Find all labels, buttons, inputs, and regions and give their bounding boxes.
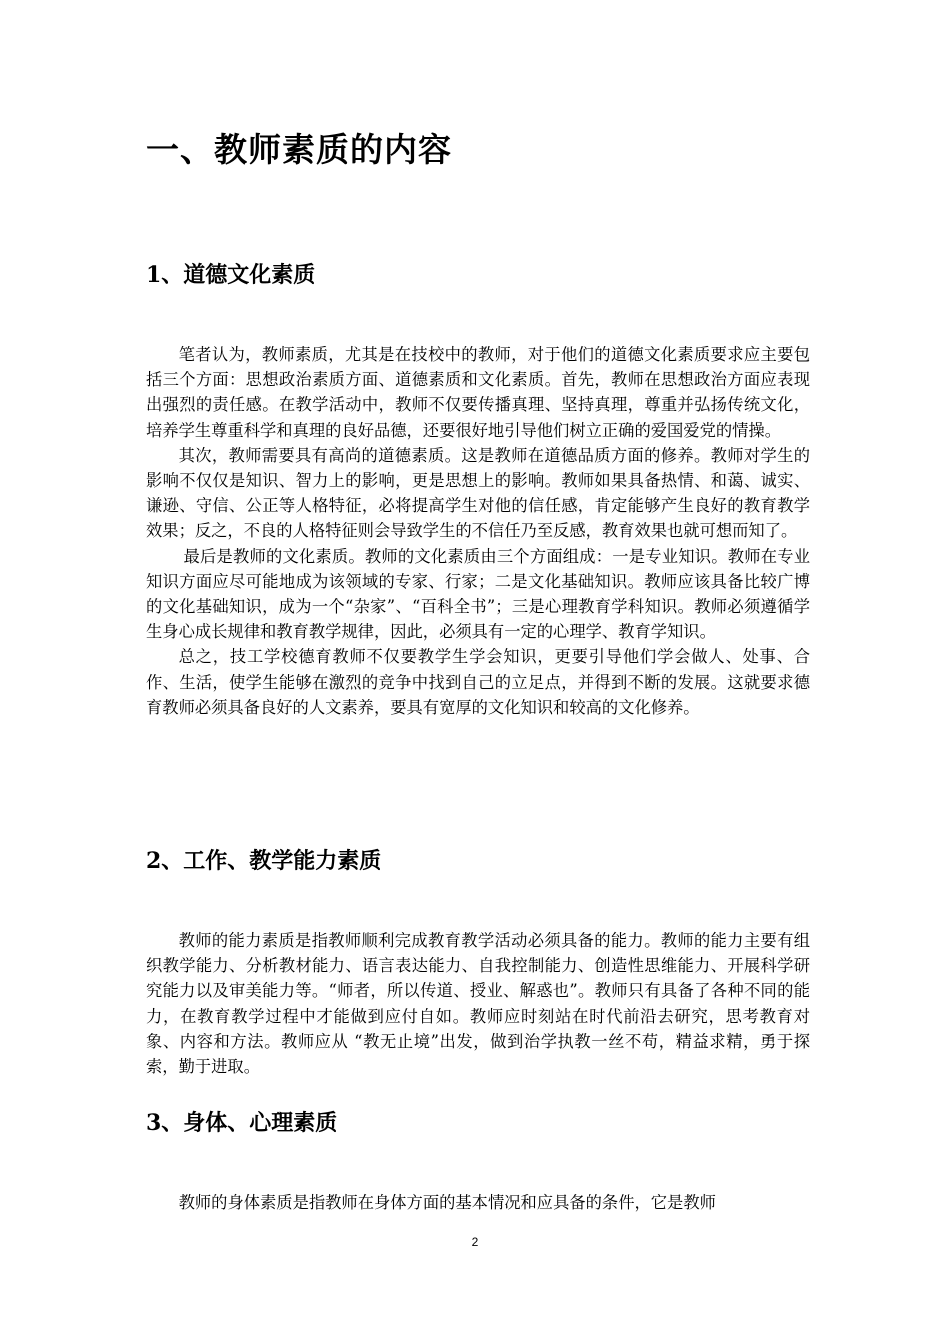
paragraph: 笔者认为，教师素质，尤其是在技校中的教师，对于他们的道德文化素质要求应主要包括三个方面：思想政治素质方面、道德素质和文化素质。首先，教师在思想政治方面应表现出强烈的责任感。在教学活动中，教师不仅要传播真理、坚持真理，尊重并弘扬传统文化，培养学生尊重科学和真理的良好品德，还要很好地引导他们树立正确的爱国爱党的情操。 [146, 345, 810, 440]
section-heading-moral-culture: 1、道德文化素质 [146, 262, 316, 288]
paragraph: 教师的能力素质是指教师顺利完成教育教学活动必须具备的能力。教师的能力主要有组织教学能力、分析教材能力、语言表达能力、自我控制能力、创造性思维能力、开展科学研究能力以及审美能力等。“师者，所以传道、授业、解惑也”。教师只有具备了各种不同的能力，在教育教学过程中才能做到应付自如。教师应时刻站在时代前沿去研究，思考教育对象、内容和方法。教师应从 “教无止境”出发，做到治学执教一丝不苟，精益求精，勇于探索，勤于进取。 [146, 931, 810, 1077]
paragraph: 其次，教师需要具有高尚的道德素质。这是教师在道德品质方面的修养。教师对学生的影响不仅仅是知识、智力上的影响，更是思想上的影响。教师如果具备热情、和蔼、诚实、谦逊、守信、公正等人格特征，必将提高学生对他的信任感，肯定能够产生良好的教育教学效果；反之，不良的人格特征则会导致学生的不信任乃至反感，教育效果也就可想而知了。 [146, 445, 810, 541]
paragraph: 最后是教师的文化素质。教师的文化素质由三个方面组成：一是专业知识。教师在专业知识方面应尽可能地成为该领域的专家、行家；二是文化基础知识。教师应该具备比较广博的文化基础知识，成为一个“杂家”、“百科全书”；三是心理教育学科知识。教师必须遵循学生身心成长规律和教育教学规律，因此，必须具有一定的心理学、教育学知识。 [146, 546, 810, 642]
section-body-work-teaching-ability [146, 928, 810, 1079]
paragraph: 总之，技工学校德育教师不仅要教学生学会知识，更要引导他们学会做人、处事、合作、生活，使学生能够在激烈的竞争中找到自己的立足点，并得到不断的发展。这就要求德育教师必须具备良好的人文素养，要具有宽厚的文化知识和较高的文化修养。 [146, 647, 810, 717]
section-body-moral-culture [146, 342, 810, 720]
page-title: 一、教师素质的内容 [146, 130, 452, 169]
paragraph: 教师的身体素质是指教师在身体方面的基本情况和应具备的条件，它是教师 [178, 1193, 716, 1212]
section-heading-work-teaching-ability: 2、工作、教学能力素质 [146, 848, 382, 874]
section-body-physical-mental [146, 1190, 810, 1215]
section-heading-physical-mental: 3、身体、心理素质 [146, 1110, 338, 1136]
page-number: 2 [471, 1235, 479, 1249]
